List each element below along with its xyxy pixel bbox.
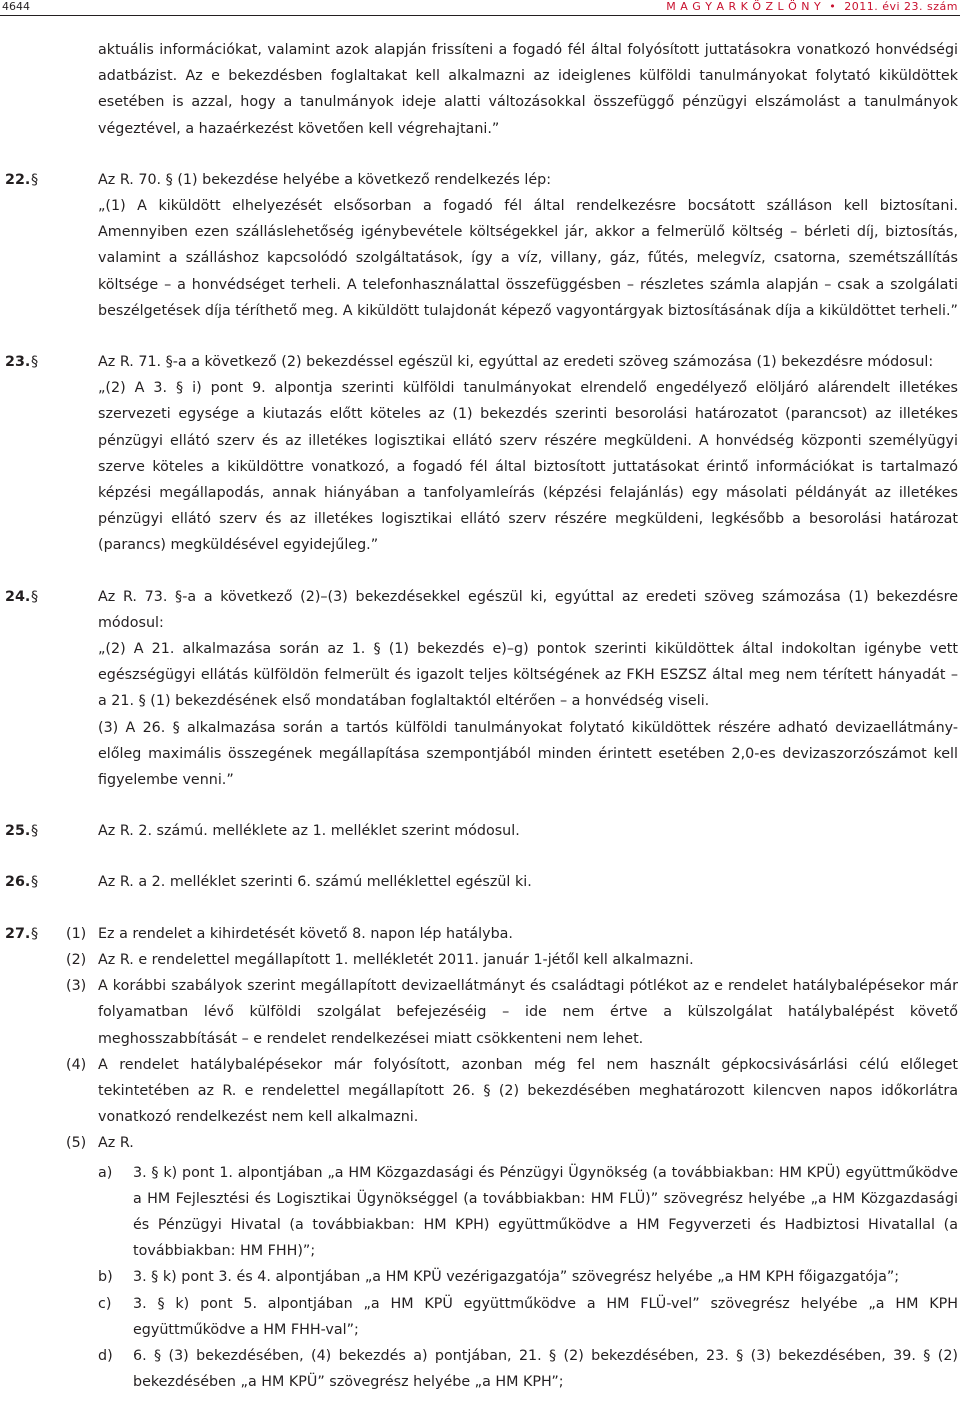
item-letter: d) <box>98 1347 113 1364</box>
subsection-number: (4) <box>66 1056 87 1073</box>
list-item <box>0 1291 960 1343</box>
subsection-text: Ez a rendelet a kihirdetését követő 8. napon lép hatályba. <box>98 925 513 942</box>
section-text: „(1) A kiküldött elhelyezését elsősorban a fogadó fél által rendelkezésre bocsátott szálláson kell biztosítani. Amennyiben ezen szálláslehetőség igénybevétele költségekkel jár, akkor a felmerülő költség – bérleti díj, biztosítás, valamint a szálláshoz kapcsolódó szolgáltatások, így a víz, villany, gáz, fűtés, melegvíz, csatorna, szemétszállítás költsége – a honvédséget terheli. A telefonhasználattal összefüggésben – részletes számla alapján – csak a szolgálati beszélgetések díja téríthető meg. A kiküldött tulajdonát képező vagyontárgyak biztosításának díja a kiküldöttet terheli.” <box>98 198 958 319</box>
subsection <box>0 947 960 973</box>
section-sign: § <box>31 354 39 371</box>
bullet-icon: • <box>825 0 841 13</box>
page-header <box>0 0 960 14</box>
section-number: 26. <box>5 874 31 891</box>
section-number: 27. <box>5 925 31 942</box>
item-letter: a) <box>98 1164 113 1181</box>
subsection <box>0 1130 960 1156</box>
section-text: „(2) A 21. alkalmazása során az 1. § (1) bekezdés e)–g) pontok szerinti kiküldöttek által indokoltan igénybe vett egészségügyi ellátás külföldön felmerült és igazolt teljes költségének az FKH ESZSZ által meg nem térített hányadát – a 21. § (1) bekezdésének első mondatában foglaltaktól eltérően – a honvédség viseli. <box>98 641 958 710</box>
section-number: 25. <box>5 823 31 840</box>
section-sign: § <box>31 925 39 942</box>
section-25 <box>0 818 960 844</box>
section-text: Az R. 2. számú. melléklete az 1. melléklet szerint módosul. <box>98 823 520 840</box>
section-24 <box>0 584 960 794</box>
section-sign: § <box>31 588 39 605</box>
section-text: Az R. 70. § (1) bekezdése helyébe a következő rendelkezés lép: <box>98 171 552 188</box>
subsection-number: (3) <box>66 978 87 995</box>
item-text: 3. § k) pont 3. és 4. alpontjában „a HM KPÜ vezérigazgatója” szövegrész helyébe „a HM KPH főigazgatója”; <box>133 1269 900 1286</box>
subsection-text: Az R. <box>98 1135 134 1152</box>
item-letter: c) <box>98 1295 112 1312</box>
running-header <box>666 0 958 14</box>
issue-label: 2011. évi 23. szám <box>844 0 958 13</box>
intro-paragraph: aktuális információkat, valamint azok alapján frissíteni a fogadó fél által folyósított juttatásokra vonatkozó honvédségi adatbázist. Az e bekezdésben foglaltakat kell alkalmazni az ideiglenes külföldi tanulmányokat folytató kiküldöttek esetében is azzal, hogy a tanulmányok ideje alatti változásokkal összefüggő pénzügyi elszámolást a tanulmányok végeztével, a hazaérkezést követően kell végrehajtani.” <box>98 42 958 137</box>
section-22 <box>0 167 960 324</box>
subsection-text: A korábbi szabályok szerint megállapított devizaellátmányt és családtagi pótlékot az e rendelet hatálybalépésekor már folyamatban lévő külföldi szolgálat befejezéséig – ide nem értve a külszolgálat hatálybalépést követő meghosszabbítását – e rendelet rendelkezései miatt csökkenteni nem lehet. <box>98 978 958 1047</box>
section-sign: § <box>31 171 39 188</box>
header-rule <box>0 15 960 16</box>
section-number: 24. <box>5 588 31 605</box>
item-letter: b) <box>98 1269 113 1286</box>
section-text: (3) A 26. § alkalmazása során a tartós külföldi tanulmányokat folytató kiküldöttek részére adható devizaellátmány-előleg maximális összegének megállapítása szempontjából minden érintett esetében 2,0-es devizaszorzószámot kell figyelembe venni.” <box>98 719 958 789</box>
section-27 <box>0 921 960 1396</box>
item-text: 6. § (3) bekezdésében, (4) bekezdés a) pontjában, 21. § (2) bekezdésében, 23. § (3) bekezdésében, 39. § (2) bekezdésében „a HM KPÜ” szövegrész helyébe „a HM KPH”; <box>133 1347 958 1391</box>
section-text: Az R. 71. §-a a következő (2) bekezdéssel egészül ki, egyúttal az eredeti szöveg számozása (1) bekezdésre módosul: <box>98 354 934 371</box>
section-23 <box>0 349 960 559</box>
section-26 <box>0 869 960 895</box>
item-text: 3. § k) pont 1. alpontjában „a HM Közgazdasági és Pénzügyi Ügynökség (a továbbiakban: HM KPÜ) együttműködve a HM Fejlesztési és Logisztikai Ügynökséggel (a továbbiakban: HM FLÜ)” szövegrész helyébe „a HM Közgazdasági és Pénzügyi Hivatal (a továbbiakban: HM KPH) együttműködve a HM Fegyverzeti és Hadbiztosi Hivatallal (a továbbiakban: HM FHH)”; <box>133 1164 958 1260</box>
running-title: M A G Y A R K Ö Z L Ö N Y <box>666 0 822 13</box>
subsection-text: Az R. e rendelettel megállapított 1. mellékletét 2011. január 1-jétől kell alkalmazni. <box>98 951 694 968</box>
section-number: 22. <box>5 171 31 188</box>
list-item <box>0 1160 960 1265</box>
subsection-number: (5) <box>66 1135 87 1152</box>
subsection <box>0 921 960 947</box>
section-text: „(2) A 3. § i) pont 9. alpontja szerinti külföldi tanulmányokat elrendelő engedélyező elöljáró alárendelt illetékes szervezeti egysége a kiutazás előtt köteles az (1) bekezdés szerinti besorolási határozatot (parancsot) az illetékes pénzügyi ellátó szerv és az illetékes logisztikai ellátó szerv részére megküldeni. A honvédség központi személyügyi szerve köteles a kiküldöttre vonatkozó, a fogadó fél által biztosított juttatásokat érintő információkat is tartalmazó képzési megállapodás, annak hiányában a tanfolyamleírás (képzési felajánlás) egy másolati példányát az illetékes pénzügyi ellátó szerv és az illetékes logisztikai ellátó szerv részére megküldeni, legkésőbb a besorolási határozat (parancs) megküldésével egyidejűleg.” <box>98 380 958 554</box>
section-number: 23. <box>5 354 31 371</box>
subsection-number: (2) <box>66 951 87 968</box>
subsection-text: A rendelet hatálybalépésekor már folyósított, azonban még fel nem használt gépkocsivásárlási célú előleget tekintetében az R. e rendelettel megállapított 26. § (2) bekezdésében meghatározott kilencven napos időkorlátra vonatkozó rendelkezést nem kell alkalmazni. <box>98 1056 958 1126</box>
section-text: Az R. a 2. melléklet szerinti 6. számú melléklettel egészül ki. <box>98 874 532 891</box>
section-sign: § <box>31 823 39 840</box>
section-text: Az R. 73. §-a a következő (2)–(3) bekezdésekkel egészül ki, egyúttal az eredeti szöveg számozása (1) bekezdésre módosul: <box>98 588 958 631</box>
item-text: 3. § k) pont 5. alpontjában „a HM KPÜ együttműködve a HM FLÜ-vel” szövegrész helyébe „a HM KPH együttműködve a HM FHH-val”; <box>133 1295 958 1338</box>
subsection <box>0 973 960 1052</box>
subsection <box>0 1052 960 1131</box>
document-body <box>0 37 960 1395</box>
list-item <box>0 1343 960 1395</box>
page-number: 4644 <box>2 0 30 13</box>
subsection-number: (1) <box>66 925 87 942</box>
section-sign: § <box>31 874 39 891</box>
list-item <box>0 1264 960 1290</box>
